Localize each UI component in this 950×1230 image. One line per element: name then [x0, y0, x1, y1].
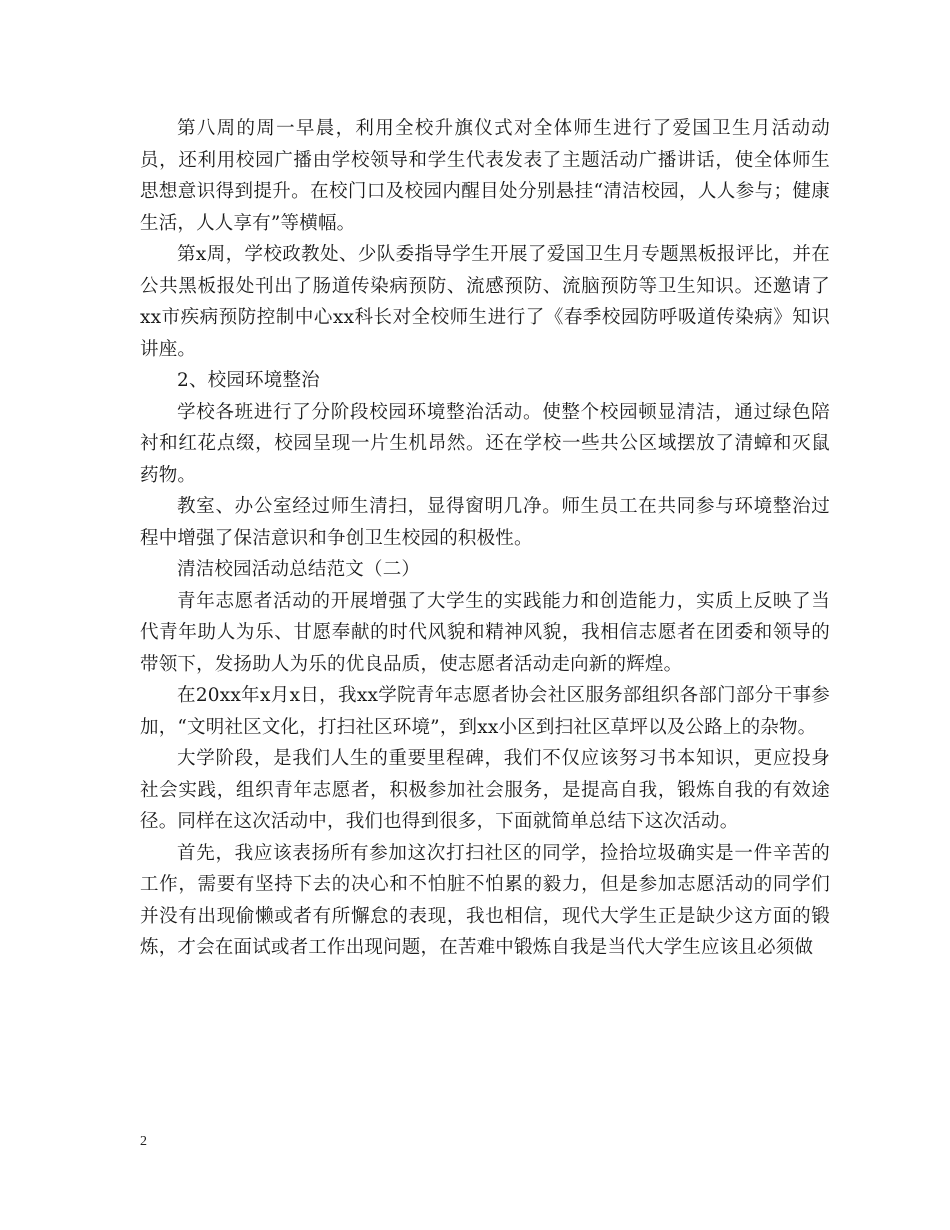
paragraph-event-date: 在20xx年x月x日，我xx学院青年志愿者协会社区服务部组织各部门部分干事参加，“文明社区文化，打扫社区环境”，到xx小区到扫社区草坪以及公路上的杂物。 [140, 685, 830, 738]
paragraph-environment-cleanup: 学校各班进行了分阶段校园环境整治活动。使整个校园顿显清洁，通过绿色陪衬和红花点缀，校园呈现一片生机昂然。还在学校一些共公区域摆放了清蟑和灭鼠药物。 [140, 401, 830, 486]
document-body [140, 113, 830, 964]
paragraph-blackboard-contest: 第x周，学校政教处、少队委指导学生开展了爱国卫生月专题黑板报评比，并在公共黑板报处刊出了肠道传染病预防、流感预防、流脑预防等卫生知识。还邀请了xx市疾病预防控制中心xx科长对全校师生进行了《春季校园防呼吸道传染病》知识讲座。 [140, 244, 830, 360]
paragraph-university-stage: 大学阶段，是我们人生的重要里程碑，我们不仅应该努习书本知识，更应投身社会实践，组织青年志愿者，积极参加社会服务，是提高自我，锻炼自我的有效途径。同样在这次活动中，我们也得到很多，下面就简单总结下这次活动。 [140, 748, 830, 832]
section-heading-sample-two: 清洁校园活动总结范文（二） [177, 559, 421, 580]
paragraph-volunteer-intro: 青年志愿者活动的开展增强了大学生的实践能力和创造能力，实质上反映了当代青年助人为乐、甘愿奉献的时代风貌和精神风貌，我相信志愿者在团委和领导的带领下，发扬助人为乐的优良品质，使志愿者活动走向新的辉煌。 [140, 590, 830, 675]
page-number: 2 [140, 1134, 147, 1149]
paragraph-classroom-cleaning: 教室、办公室经过师生清扫，显得窗明几净。师生员工在共同参与环境整治过程中增强了保洁意识和争创卫生校园的积极性。 [140, 496, 830, 549]
section-heading-environment: 2、校园环境整治 [177, 370, 320, 391]
paragraph-week-eight-mobilization: 第八周的周一早晨，利用全校升旗仪式对全体师生进行了爱国卫生月活动动员，还利用校园广播由学校领导和学生代表发表了主题活动广播讲话，使全体师生思想意识得到提升。在校门口及校园内醒目处分别悬挂“清洁校园，人人参与；健康生活，人人享有”等横幅。 [140, 118, 830, 234]
paragraph-praise-participants: 首先，我应该表扬所有参加这次打扫社区的同学，捡拾垃圾确实是一件辛苦的工作，需要有坚持下去的决心和不怕脏不怕累的毅力，但是参加志愿活动的同学们并没有出现偷懒或者有所懈怠的表现，我也相信，现代大学生正是缺少这方面的锻炼，才会在面试或者工作出现问题，在苦难中锻炼自我是当代大学生应该且必须做 [140, 842, 830, 958]
